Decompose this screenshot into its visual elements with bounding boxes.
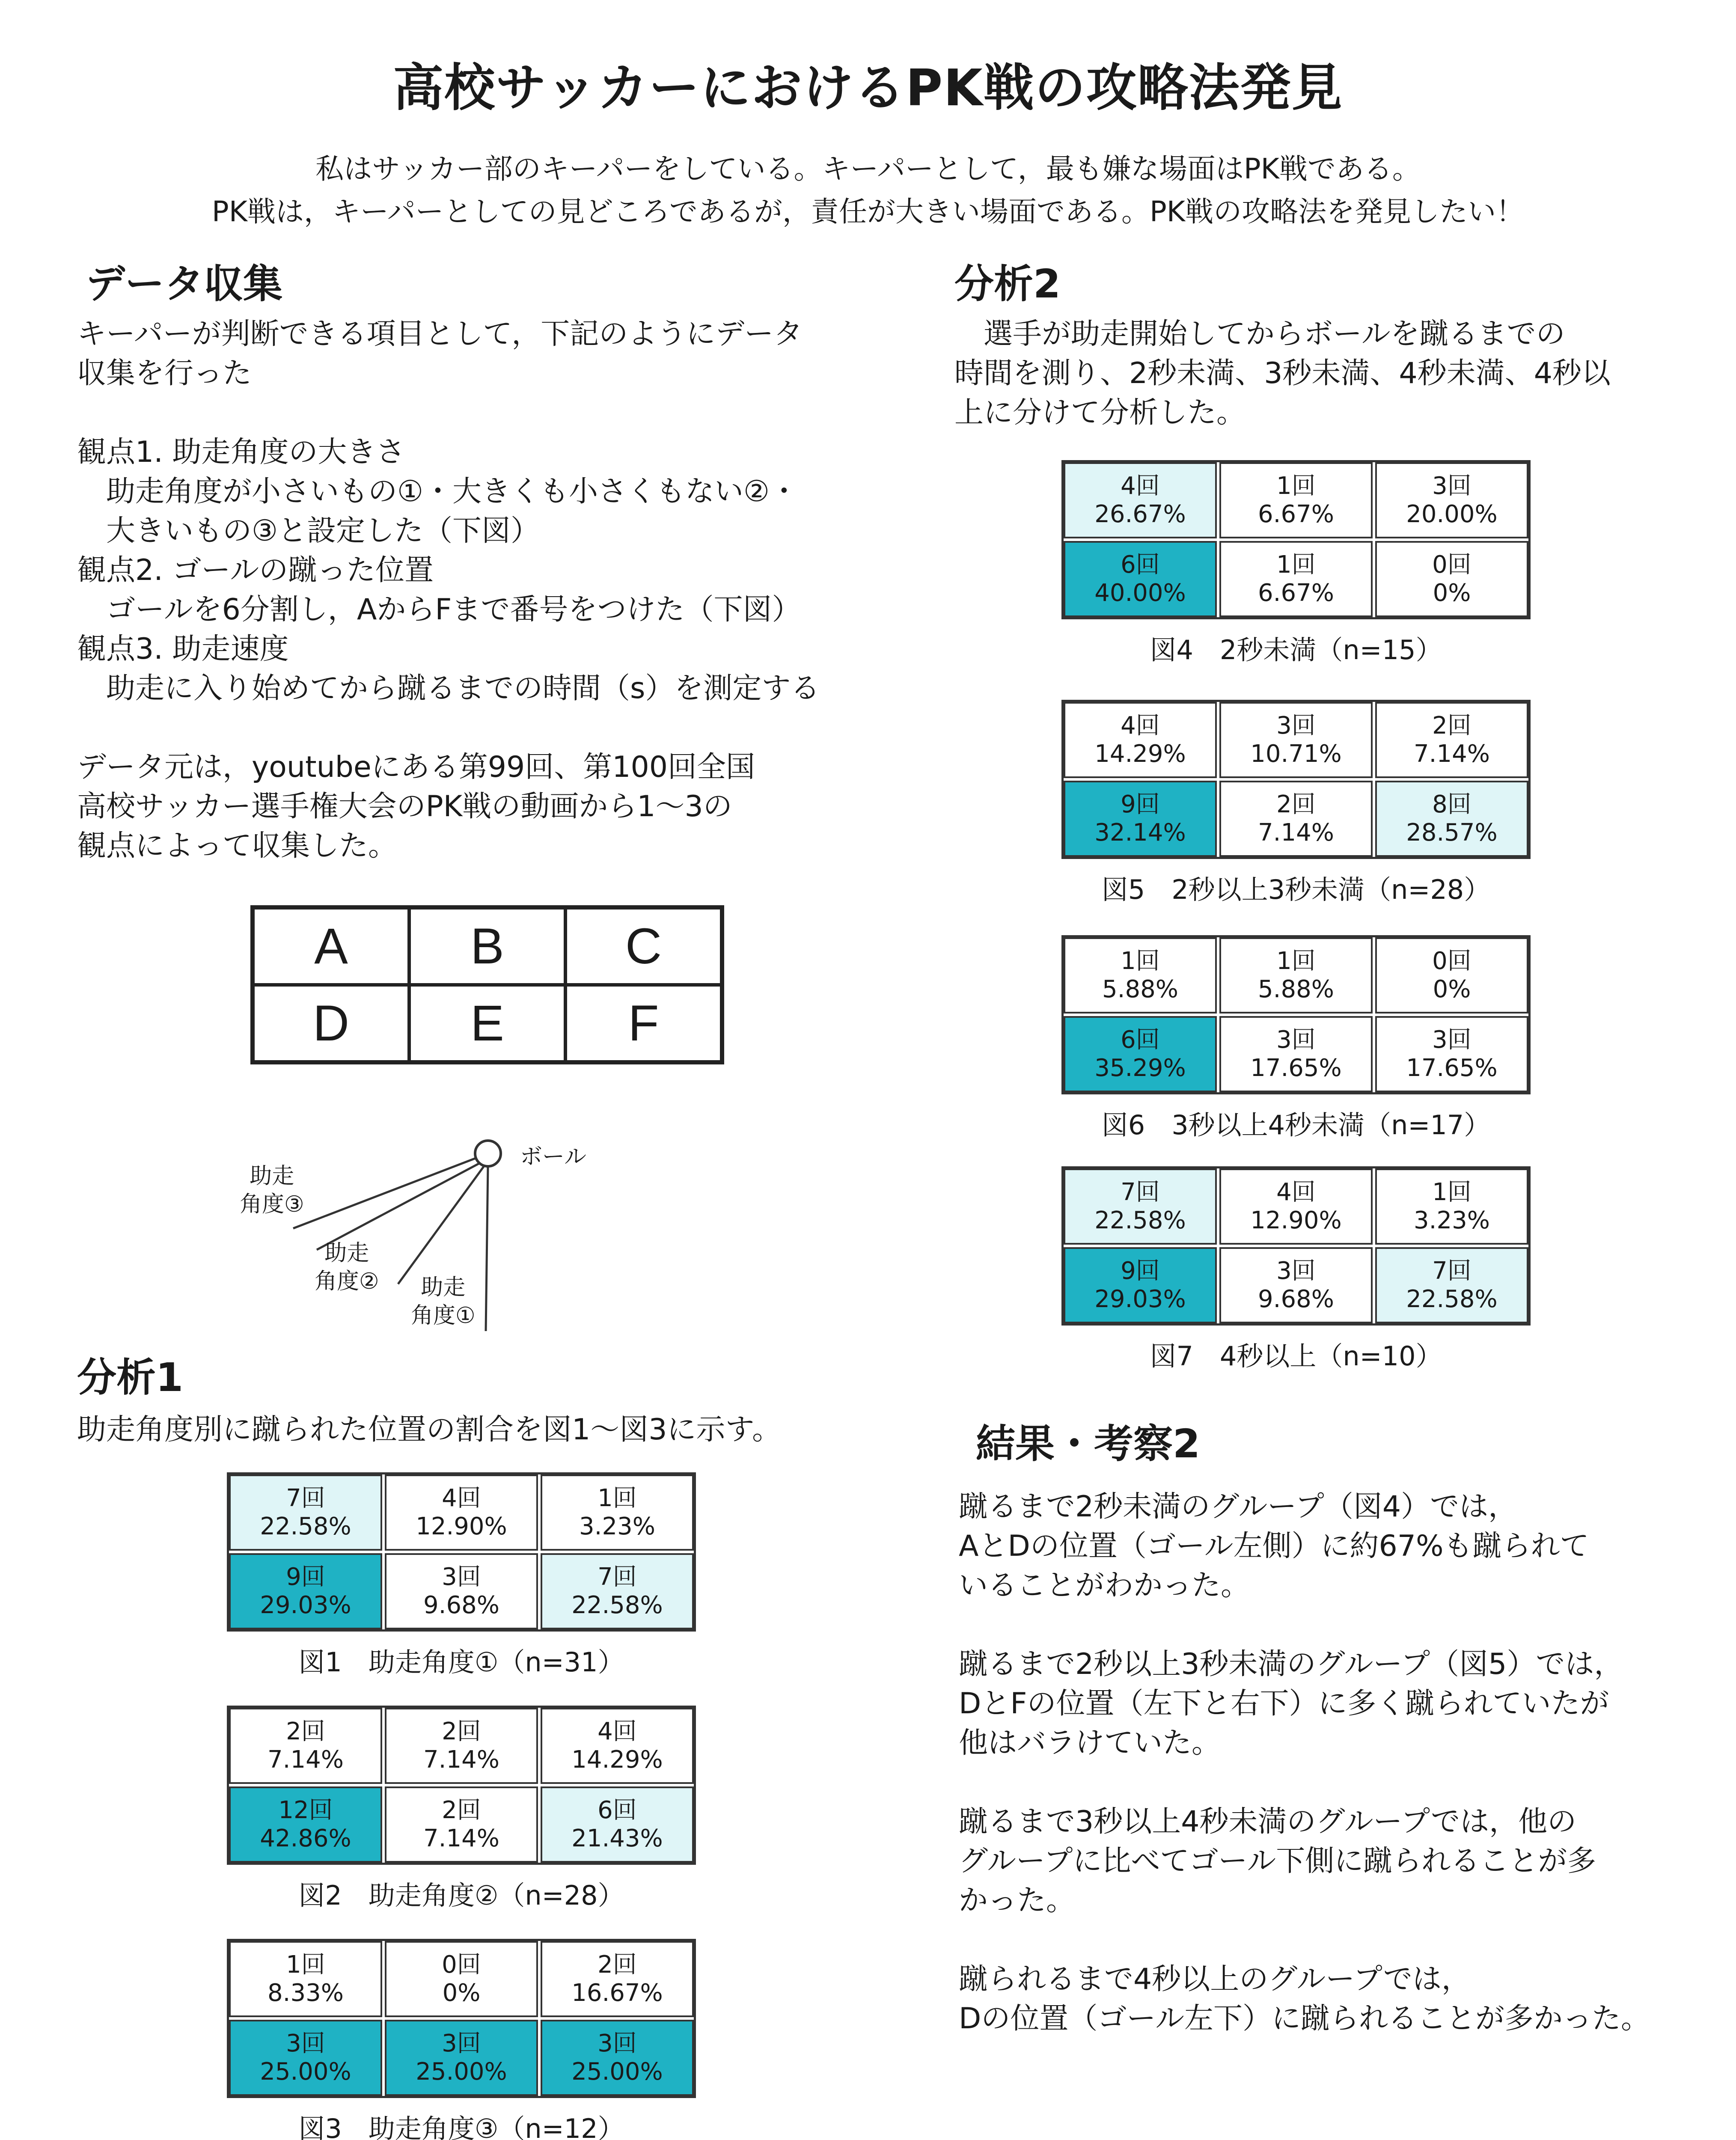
cell-count: 2回 [286,1718,325,1745]
cell-percent: 29.03% [1094,1285,1186,1313]
angle1-label-line1: 助走 [421,1275,466,1300]
cell-percent: 0% [1433,579,1471,607]
angle2-label-line1: 助走 [324,1240,369,1266]
figure-cell [229,2020,382,2096]
analysis1-text: 助走角度別に蹴られた位置の割合を図1～図3に示す。 [77,1413,782,1447]
cell-count: 6回 [1121,551,1160,579]
data-collection-text: キーパーが判断できる項目として，下記のようにデータ 収集を行った 観点1. 助走角度の大きさ 助走角度が小さいもの①・大きくも小さくもない②・ 大きいもの③と設定した（下図） 観点2. ゴールの蹴った位置 ゴールを6分割し，AからFまで番号をつけた（下図） 観点3. 助走速度 助走に入り始めてから蹴るまでの時間（s）を測定する データ元は，youtubeにある第99回、第100回全国 高校サッカー選手権大会のPK戦の動画から1～3の 観点によって収集した。 [77,317,820,863]
cell-count: 3回 [1276,1257,1316,1285]
cell-count: 9回 [286,1563,325,1591]
figure-1-caption: 図1 助走角度①（n=31） [298,1647,624,1678]
figure-cell [1064,1247,1217,1323]
figure-2 [227,1706,696,1912]
cell-count: 2回 [1432,712,1471,740]
cell-count: 2回 [442,1718,481,1745]
cell-count: 4回 [442,1484,481,1512]
cell-count: 4回 [1121,712,1160,740]
cell-count: 3回 [286,2030,325,2057]
cell-count: 1回 [1276,472,1316,500]
figure-6-grid [1061,935,1531,1094]
figure-cell [385,2020,538,2096]
angle3-label [240,1162,304,1219]
cell-count: 6回 [597,1796,637,1824]
figure-4-caption: 図4 2秒未満（n=15） [1150,634,1442,666]
figure-3 [227,1939,696,2140]
cell-count: 3回 [442,2030,481,2057]
ball-icon [475,1141,501,1166]
cell-percent: 9.68% [423,1591,499,1619]
figure-4-grid [1061,460,1531,619]
angle3-label-line1: 助走 [250,1163,294,1189]
figure-cell [1375,1168,1528,1245]
figure-cell [1064,937,1217,1014]
figure-cell [229,1474,382,1551]
angle-baseline [486,1166,488,1331]
cell-count: 9回 [1121,1257,1160,1285]
cell-count: 1回 [597,1484,637,1512]
figure-1-grid [227,1472,696,1632]
figure-6 [1061,935,1531,1142]
cell-count: 1回 [1276,551,1316,579]
figure-cell [1219,462,1373,538]
figure-cell [1064,781,1217,857]
cell-percent: 25.00% [260,2058,351,2086]
cell-count: 3回 [1432,1026,1471,1054]
cell-count: 0回 [442,1951,481,1979]
cell-count: 3回 [1432,472,1471,500]
cell-percent: 7.14% [423,1746,499,1774]
cell-percent: 10.71% [1250,740,1342,768]
analysis2-heading: 分析2 [954,261,1061,307]
cell-percent: 7.14% [268,1746,344,1774]
figure-cell [541,1474,694,1551]
cell-count: 4回 [597,1718,637,1745]
cell-percent: 9.68% [1258,1285,1334,1313]
figure-cell [541,1708,694,1784]
cell-percent: 7.14% [423,1825,499,1852]
cell-count: 7回 [597,1563,637,1591]
cell-percent: 32.14% [1094,819,1186,847]
cell-percent: 22.58% [571,1591,663,1619]
figure-3-grid [227,1939,696,2098]
figure-cell [541,1941,694,2017]
cell-percent: 5.88% [1102,975,1178,1003]
goal-cell-b: B [409,908,565,985]
figure-cell [541,2020,694,2096]
figure-6-caption: 図6 3秒以上4秒未満（n=17） [1101,1109,1491,1141]
figure-cell [1219,1247,1373,1323]
cell-count: 4回 [1276,1178,1316,1206]
cell-percent: 12.90% [1250,1207,1342,1234]
cell-count: 4回 [1121,472,1160,500]
cell-count: 2回 [1276,791,1316,818]
cell-count: 7回 [1121,1178,1160,1206]
figure-cell [385,1553,538,1629]
cell-count: 3回 [1276,712,1316,740]
cell-count: 1回 [1432,1178,1471,1206]
goal-cell-c: C [565,908,722,985]
cell-count: 2回 [597,1951,637,1979]
angle2-label [315,1239,379,1296]
figure-5-grid [1061,700,1531,859]
cell-percent: 20.00% [1406,500,1498,528]
cell-count: 0回 [1432,551,1471,579]
figure-cell [1375,1016,1528,1092]
cell-count: 7回 [286,1484,325,1512]
figure-cell [385,1474,538,1551]
cell-percent: 8.33% [268,1979,344,2007]
cell-percent: 0% [1433,975,1471,1003]
figure-cell [1375,1247,1528,1323]
cell-percent: 3.23% [1414,1207,1490,1234]
cell-percent: 35.29% [1094,1054,1186,1082]
cell-percent: 28.57% [1406,819,1498,847]
analysis1-heading: 分析1 [77,1355,184,1400]
figure-cell [1375,937,1528,1014]
cell-count: 3回 [442,1563,481,1591]
cell-percent: 22.58% [1406,1285,1498,1313]
figure-cell [385,1941,538,2017]
cell-percent: 5.88% [1258,975,1334,1003]
angle2-label-line2: 角度② [315,1269,379,1294]
cell-percent: 29.03% [260,1591,351,1619]
figure-2-caption: 図2 助走角度②（n=28） [298,1880,624,1911]
data-collection-heading: データ収集 [86,261,283,307]
cell-percent: 22.58% [260,1513,351,1540]
cell-count: 1回 [1121,947,1160,975]
figure-cell [229,1708,382,1784]
cell-count: 9回 [1121,791,1160,818]
goal-cell-f: F [565,985,722,1062]
cell-count: 1回 [286,1951,325,1979]
figure-cell [229,1553,382,1629]
goal-cell-d: D [253,985,409,1062]
cell-percent: 12.90% [416,1513,507,1540]
cell-percent: 3.23% [579,1513,655,1540]
figure-cell [1219,541,1373,617]
cell-percent: 16.67% [571,1979,663,2007]
cell-count: 12回 [278,1796,333,1824]
cell-percent: 40.00% [1094,579,1186,607]
goal-cell-a: A [253,908,409,985]
analysis2-text: 選手が助走開始してからボールを蹴るまでの 時間を測り、2秒未満、3秒未満、4秒未満、4秒以 上に分けて分析した。 [954,317,1611,430]
figure-7-grid [1061,1166,1531,1326]
cell-count: 3回 [597,2030,637,2057]
ball-label: ボール [520,1144,586,1170]
cell-count: 6回 [1121,1026,1160,1054]
cell-percent: 14.29% [1094,740,1186,768]
cell-percent: 7.14% [1258,819,1334,847]
figure-3-caption: 図3 助走角度③（n=12） [298,2113,624,2140]
figure-cell [385,1708,538,1784]
figure-cell [541,1786,694,1863]
cell-percent: 6.67% [1258,500,1334,528]
cell-percent: 25.00% [571,2058,663,2086]
cell-percent: 42.86% [260,1825,351,1852]
figure-cell [1219,1016,1373,1092]
figure-cell [385,1786,538,1863]
goal-grid [250,905,724,1064]
figure-cell [1375,462,1528,538]
figure-cell [229,1941,382,2017]
cell-percent: 17.65% [1250,1054,1342,1082]
cell-percent: 26.67% [1094,500,1186,528]
cell-percent: 21.43% [571,1825,663,1852]
cell-percent: 17.65% [1406,1054,1498,1082]
cell-count: 1回 [1276,947,1316,975]
figure-cell [1375,702,1528,778]
figure-cell [1219,781,1373,857]
figure-cell [1064,702,1217,778]
cell-percent: 0% [442,1979,481,2007]
figure-cell [1064,1016,1217,1092]
angle1-label [411,1273,476,1330]
figure-1 [227,1472,696,1679]
cell-percent: 25.00% [416,2058,507,2086]
cell-count: 3回 [1276,1026,1316,1054]
cell-percent: 14.29% [571,1746,663,1774]
result2-text: 蹴るまで2秒未満のグループ（図4）では， AとDの位置（ゴール左側）に約67%も蹴られて いることがわかった。 蹴るまで2秒以上3秒未満のグループ（図5）では， DとFの位置（左下と右下）に多く蹴られていたが 他はバラけていた。 蹴るまで3秒以上4秒未満のグループでは，他の グループに比べてゴール下側に蹴られることが多 かった。 蹴られるまで4秒以上のグループでは， Dの位置（ゴール左下）に蹴られることが多かった。 [959,1490,1650,2036]
figure-7-caption: 図7 4秒以上（n=10） [1150,1340,1442,1372]
goal-cell-e: E [409,985,565,1062]
cell-count: 2回 [442,1796,481,1824]
figure-cell [1219,702,1373,778]
cell-percent: 6.67% [1258,579,1334,607]
figure-5-caption: 図5 2秒以上3秒未満（n=28） [1101,874,1491,905]
figure-cell [1219,937,1373,1014]
angle1-label-line2: 角度① [411,1303,476,1329]
figure-cell [1375,781,1528,857]
figure-7 [1061,1166,1531,1373]
intro-line-1: 私はサッカー部のキーパーをしている。キーパーとして，最も嫌な場面はPK戦である。 [315,152,1421,185]
figure-cell [1064,462,1217,538]
result2-heading: 結果・考察2 [976,1421,1201,1467]
cell-count: 7回 [1432,1257,1471,1285]
intro-line-2: PK戦は，キーパーとしての見どころであるが，責任が大きい場面である。PK戦の攻略法を発見したい！ [211,195,1525,228]
figure-cell [1064,1168,1217,1245]
angle3-label-line2: 角度③ [240,1192,304,1217]
figure-cell [541,1553,694,1629]
figure-cell [229,1786,382,1863]
cell-percent: 22.58% [1094,1207,1186,1234]
intro [0,148,1736,233]
figure-cell [1219,1168,1373,1245]
cell-count: 0回 [1432,947,1471,975]
angle3-line [293,1158,477,1228]
cell-percent: 7.14% [1414,740,1490,768]
poster-title: 高校サッカーにおけるPK戦の攻略法発見 [393,58,1343,117]
figure-cell [1375,541,1528,617]
figure-2-grid [227,1706,696,1865]
cell-count: 8回 [1432,791,1471,818]
figure-4 [1061,460,1531,667]
figure-cell [1064,541,1217,617]
figure-5 [1061,700,1531,907]
